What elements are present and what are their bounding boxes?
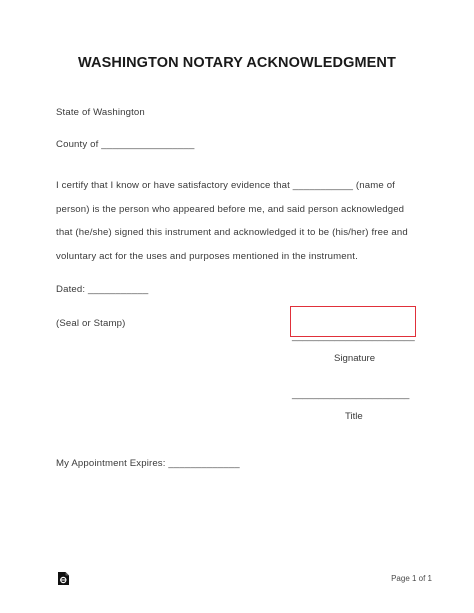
title-label: Title (345, 411, 363, 422)
title-blank: ______________________ (292, 389, 410, 400)
signature-label: Signature (334, 353, 376, 364)
dated-line: Dated: ___________ (56, 284, 149, 295)
seal-label: (Seal or Stamp) (56, 318, 126, 329)
appointment-expires-line: My Appointment Expires: _____________ (56, 458, 240, 469)
signature-blank: _______________________ (292, 331, 415, 342)
county-line: County of _________________ (56, 139, 195, 150)
signature-field[interactable] (290, 306, 416, 337)
paragraph-line: that (he/she) signed this instrument and acknowledged it to be (his/her) free and (56, 227, 408, 238)
paragraph-line: voluntary act for the uses and purposes mentioned in the instrument. (56, 250, 358, 262)
eforms-logo-icon (57, 571, 70, 586)
page-indicator: Page 1 of 1 (391, 574, 432, 583)
paragraph-line: person) is the person who appeared before me, and said person acknowledged (56, 203, 405, 215)
state-line: State of Washington (56, 107, 145, 118)
document-title: WASHINGTON NOTARY ACKNOWLEDGMENT (78, 55, 396, 71)
paragraph-line: I certify that I know or have satisfactory evidence that ___________ (name of (56, 180, 395, 191)
certification-paragraph (56, 174, 420, 268)
